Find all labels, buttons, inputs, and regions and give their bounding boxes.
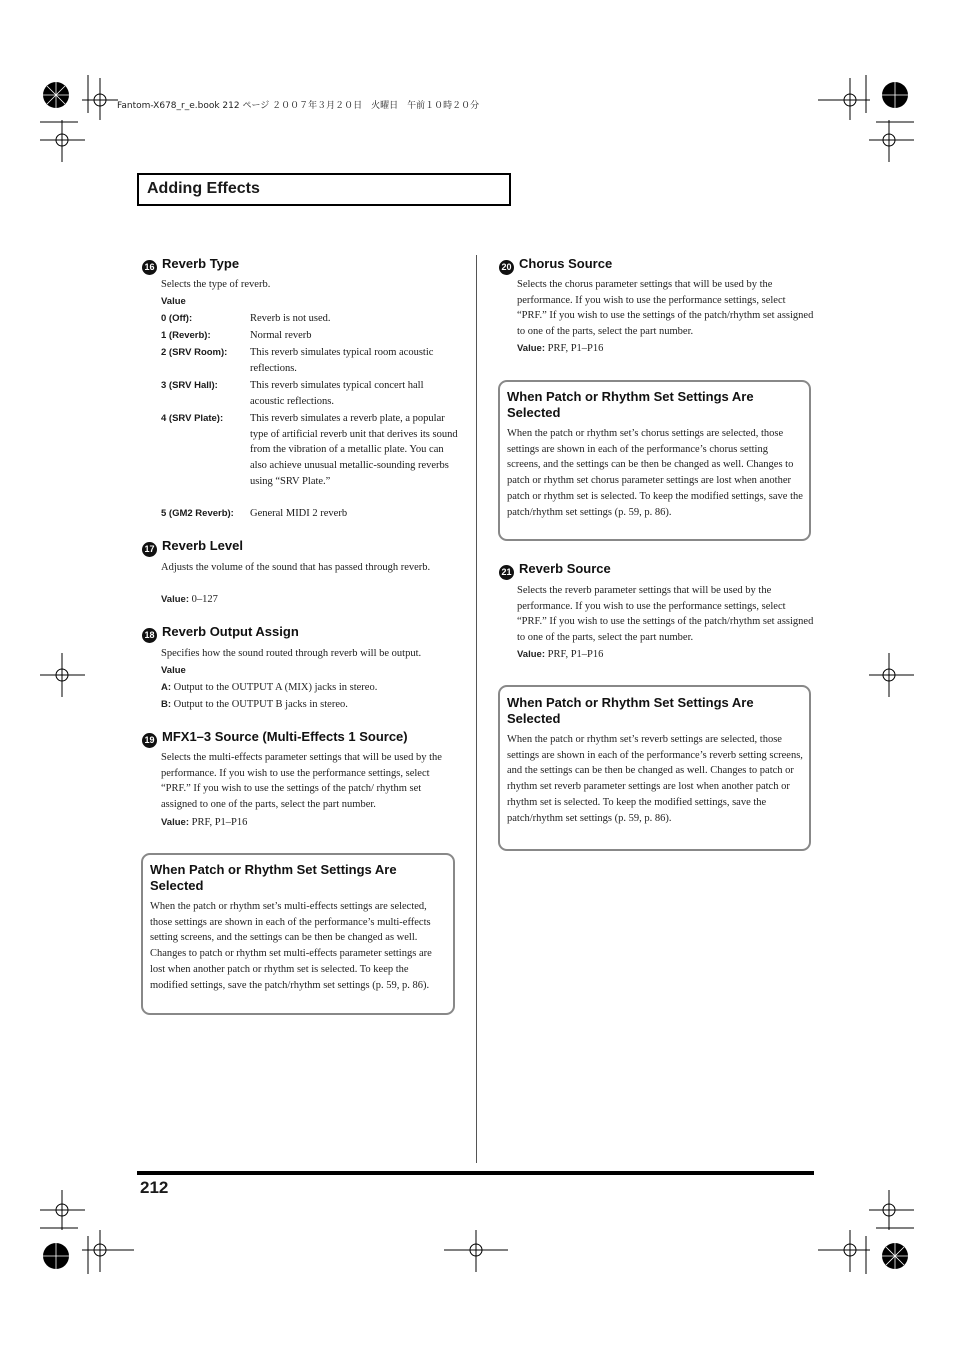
- value-desc: Output to the OUTPUT A (MIX) jacks in stereo.: [173, 682, 378, 693]
- value-text: 0–127: [191, 594, 218, 605]
- value-label: Value: [161, 296, 186, 307]
- page-number: 212: [140, 1178, 169, 1197]
- value-key: 1 (Reverb):: [161, 330, 211, 341]
- value-label: Value:: [161, 817, 189, 828]
- value-text: PRF, P1–P16: [547, 343, 604, 354]
- reverb-output-heading: [142, 624, 299, 643]
- reverb-output-desc: Specifies how the sound routed through reverb will be output.: [161, 648, 422, 659]
- reverb-source-value: [517, 647, 797, 663]
- mfx-source-heading: [142, 729, 408, 748]
- note-box: [498, 685, 811, 851]
- note-title: When Patch or Rhythm Set Settings Are Selected: [150, 862, 397, 893]
- heading-text: Reverb Output Assign: [162, 624, 299, 639]
- value-label: Value:: [161, 594, 189, 605]
- item-number-badge: 21: [499, 565, 514, 580]
- item-number-badge: 20: [499, 260, 514, 275]
- value-key: 5 (GM2 Reverb):: [161, 508, 234, 519]
- value-desc: Output to the OUTPUT B jacks in stereo.: [173, 699, 348, 710]
- value-text: PRF, P1–P16: [191, 817, 248, 828]
- value-text: PRF, P1–P16: [547, 649, 604, 660]
- value-desc: This reverb simulates a reverb plate, a popular type of artificial reverb unit that derives its sound from the vibration of a metallic plate. You can also achieve unusual metallic-sounding reverbs using “SRV Plate.”: [250, 413, 458, 487]
- reverb-level-heading: [142, 538, 243, 557]
- value-key: B:: [161, 699, 172, 710]
- value-desc: General MIDI 2 reverb: [250, 508, 348, 519]
- heading-text: MFX1–3 Source (Multi-Effects 1 Source): [162, 729, 408, 744]
- note-body: When the patch or rhythm set’s chorus settings are selected, those settings are shown in each of the performance’s chorus setting screens, and the settings can be then be changed as well. Changes to patch or rhythm set chorus parameter settings are lost when another patch or rhythm set is selected. To keep the modified settings, save the patch/rhythm set settings (p. 59, p. 86).: [507, 428, 803, 518]
- section-title: Adding Effects: [147, 180, 260, 197]
- reverb-type-heading: [142, 256, 239, 275]
- mfx-source-desc: Selects the multi-effects parameter settings that will be used by the performance. If you wish to use the performance settings, select “PRF.” If you wish to use the settings of the patch/ rhythm set assigned to one of the parts, select the part number.: [161, 752, 442, 811]
- value-key: 3 (SRV Hall):: [161, 380, 218, 391]
- heading-text: Reverb Source: [519, 561, 611, 576]
- section-header: [137, 173, 511, 206]
- footer-rule: [137, 1171, 814, 1175]
- chorus-source-desc: Selects the chorus parameter settings that will be used by the performance. If you wish to use the performance settings, select “PRF.” If you wish to use the settings of the patch/rhythm set assigned to one of the parts, select the part number.: [517, 279, 814, 338]
- reverb-source-heading: [499, 561, 611, 580]
- value-row: [161, 680, 461, 696]
- chorus-source-heading: [499, 256, 612, 275]
- note-title: When Patch or Rhythm Set Settings Are Selected: [507, 695, 754, 726]
- reverb-type-desc: Selects the type of reverb.: [161, 279, 271, 290]
- value-desc: Reverb is not used.: [250, 313, 331, 324]
- note-box: [498, 380, 811, 541]
- reverb-source-desc: Selects the reverb parameter settings that will be used by the performance. If you wish to use the performance settings, select “PRF.” If you wish to use the settings of the patch/rhythm set assigned to one of the parts, select the part number.: [517, 585, 814, 644]
- value-label: Value: [161, 665, 186, 676]
- value-key: A:: [161, 682, 172, 693]
- item-number-badge: 16: [142, 260, 157, 275]
- value-desc: This reverb simulates typical concert hall acoustic reflections.: [250, 380, 424, 407]
- note-body: When the patch or rhythm set’s reverb settings are selected, those settings are shown in each of the performance’s reverb setting screens, and the settings can be then be changed as well. Changes to patch or rhythm set reverb parameter settings are lost when another patch or rhythm set is selected. To keep the modified settings, save the patch/rhythm set settings (p. 59, p. 86).: [507, 734, 803, 824]
- mfx-source-value: [161, 815, 441, 831]
- note-body: When the patch or rhythm set’s multi-effects settings are selected, those settings are shown in each of the performance’s multi-effects setting screens, and the settings can be then be changed as well. Changes to patch or rhythm set multi-effects parameter settings are lost when another patch or rhythm set is selected. To keep the modified settings, save the patch/rhythm set settings (p. 59, p. 86).: [150, 901, 432, 991]
- item-number-badge: 18: [142, 628, 157, 643]
- heading-text: Chorus Source: [519, 256, 613, 271]
- print-slug: Fantom-X678_r_e.book 212 ページ ２００７年３月２０日 火曜日 午前１０時２０分: [117, 101, 480, 111]
- value-desc: This reverb simulates typical room acoustic reflections.: [250, 347, 434, 374]
- value-label: Value:: [517, 649, 545, 660]
- item-number-badge: 17: [142, 542, 157, 557]
- column-divider: [476, 255, 477, 1163]
- value-key: 2 (SRV Room):: [161, 347, 228, 358]
- reverb-level-value: [161, 592, 441, 608]
- value-key: 4 (SRV Plate):: [161, 413, 224, 424]
- value-desc: Normal reverb: [250, 330, 312, 341]
- reverb-level-desc: Adjusts the volume of the sound that has passed through reverb.: [161, 562, 431, 573]
- heading-text: Reverb Level: [162, 538, 243, 553]
- value-row: [161, 697, 461, 713]
- value-key: 0 (Off):: [161, 313, 193, 324]
- heading-text: Reverb Type: [162, 256, 240, 271]
- chorus-source-value: [517, 341, 797, 357]
- item-number-badge: 19: [142, 733, 157, 748]
- note-title: When Patch or Rhythm Set Settings Are Selected: [507, 389, 754, 420]
- value-label: Value:: [517, 343, 545, 354]
- note-box: [141, 853, 455, 1015]
